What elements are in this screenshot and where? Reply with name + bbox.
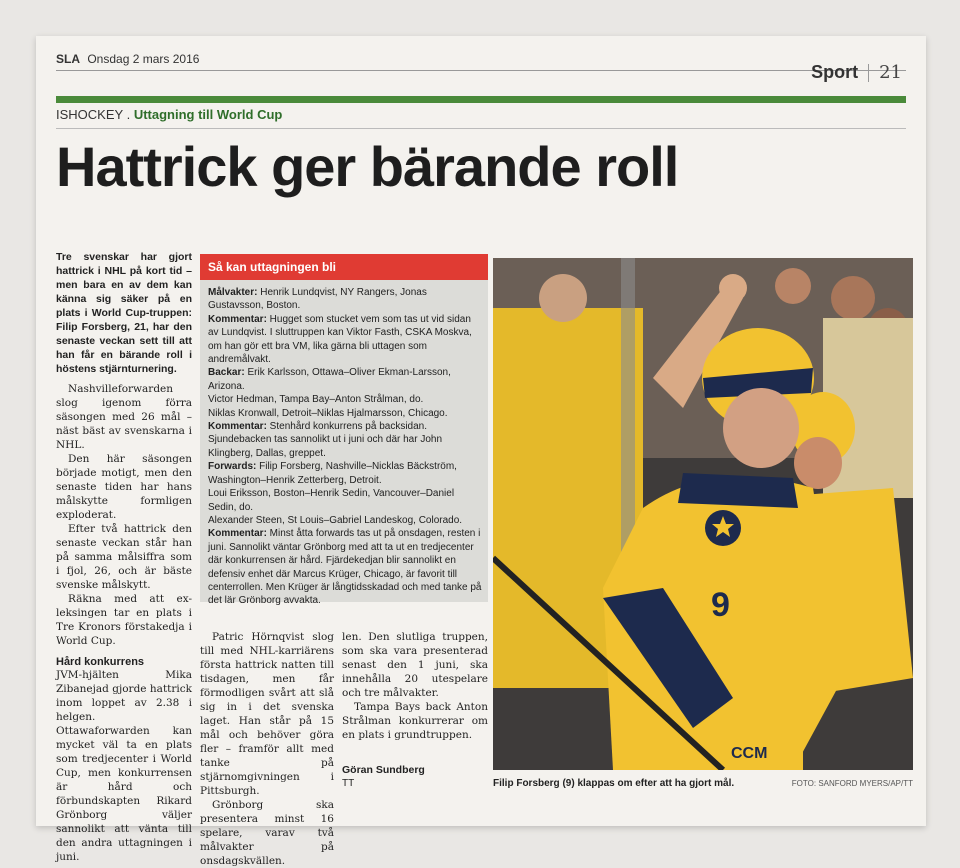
factbox-text: Victor Hedman, Tampa Bay–Anton Strålman, do. [208,394,424,406]
header-divider [868,64,869,82]
glove-brand: CCM [731,745,768,762]
byline-name: Göran Sundberg [342,764,425,776]
factbox-text: Alexander Steen, St Louis–Gabriel Landeskog, Colorado. [208,514,463,526]
issue-date: Onsdag 2 mars 2016 [87,52,200,66]
kicker-topic: ISHOCKEY [56,107,123,122]
factbox-body [200,280,488,608]
factbox-label: Kommentar: [208,528,267,540]
body-paragraph: Patric Hörnqvist slog till med NHL-karriärens första hattrick natten till tisdagen, men får förmodligen svårt att slå sig in i det svenska laget. Han står på 15 mål och behöver göra fler – framför allt med tanke på stjärnomgivningen i Pittsburgh. [200,631,334,797]
photo-illustration [493,258,913,770]
section-name: Sport [811,62,859,82]
article-column-2 [200,630,334,868]
article-column-3 [342,630,488,742]
article-column-1 [56,250,192,864]
body-paragraph: Räkna med att ex-leksingen tar en plats i Tre Kronors förstakedja i World Cup. [56,593,192,647]
headline: Hattrick ger bärande roll [56,135,679,198]
page-header-left [56,52,199,66]
page-number: 21 [879,62,902,83]
body-paragraph: Nashvilleforwarden slog igenom förra säsongen med 26 mål – näst bäst av svenskarna i NHL. [56,383,192,451]
body-paragraph: len. Den slutliga truppen, som ska vara presenterad senast den 1 juni, ska innehålla 20 utespelare och tre målvakter. [342,631,488,699]
body-paragraph: Grönborg ska presentera minst 16 spelare, varav två målvakter på onsdagskvällen. [200,799,334,867]
factbox-line [208,514,482,527]
factbox-label: Kommentar: [208,313,267,325]
factbox-label: Backar: [208,367,245,379]
kicker-dot: . [126,107,131,122]
factbox-line [208,407,482,420]
kicker-rule [56,128,906,129]
body-paragraph: Tampa Bays back Anton Strålman konkurrerar om en plats i grundtruppen. [342,701,488,741]
factbox-label: Kommentar: [208,421,267,433]
jersey-number: 9 [711,586,730,624]
paper-name: SLA [56,52,80,66]
body-paragraph: JVM-hjälten Mika Zibanejad gjorde hattrick inom loppet av 2.38 i helgen. Ottawaforwarden kan mycket väl ta en plats som tredjecenter i World Cup, men konkurrensen är hård och förbundskapten Rikard Grönborg väljer sannolikt att vänta till den andra uttagningen i juni. [56,669,192,863]
factbox-line [208,487,482,514]
factbox-line [208,527,482,607]
factbox-line [208,460,482,487]
factbox-line [208,286,482,313]
factbox-line [208,366,482,393]
factbox-text: Niklas Kronwall, Detroit–Niklas Hjalmarsson, Chicago. [208,407,448,419]
kicker-title: Uttagning till World Cup [133,107,283,122]
factbox-title: Så kan uttagningen bli [200,254,488,280]
factbox-label: Målvakter: [208,287,258,298]
photo-caption [493,778,913,789]
section-color-bar [56,96,906,103]
factbox-line [208,393,482,406]
byline-agency: TT [342,778,355,789]
factbox-text: Erik Karlsson, Ottawa–Oliver Ekman-Larsson, Arizona. [208,367,451,392]
factbox-text: Henrik Lundqvist, NY Rangers, Jonas Gustavsson, Boston. [208,287,427,312]
body-paragraph: Den här säsongen började motigt, men den senaste tiden har hans målskytte formligen exploderat. [56,453,192,521]
factbox-text: Filip Forsberg, Nashville–Nicklas Bäckström, Washington–Henrik Zetterberg, Detroit. [208,461,457,486]
newspaper-page [36,36,926,867]
factbox-text: Stenhård konkurrens på backsidan. Sjundebacken tas sannolikt ut i juni och där har John Klingberg, Dallas, greppet. [208,421,443,459]
factbox-line [208,313,482,367]
page-header-right [811,62,902,83]
factbox-line [208,420,482,460]
subheading: Hård konkurrens [56,656,145,668]
factbox-text: Loui Eriksson, Boston–Henrik Sedin, Vancouver–Daniel Sedin, do. [208,488,455,513]
body-paragraph: Efter två hattrick den senaste veckan står han på samma målsiffra som i fjol, 26, och är bäste svenske målskytt. [56,523,192,591]
header-rule [56,70,906,71]
factbox-text: Minst åtta forwards tas ut på onsdagen, resten i juni. Sannolikt väntar Grönborg med att ta ut en tredjecenter där konkurrensen är hård. Fjärdekedjan blir sannolikt en defensiv enhet där Marcus Krüger, Chicago, är favorit till centerrollen. Men Krüger är långtidsskadad och med tanke på det lär Grönborg avvakta. [208,528,482,607]
ingress: Tre svenskar har gjort hattrick i NHL på kort tid – men bara en av dem kan känna sig säker på en plats i World Cup-truppen: Filip Forsberg, 21, har den senaste veckan sett till att han får en bärande roll i höstens stjärnturnering. [56,251,192,375]
kicker [56,107,282,122]
photo-credit: FOTO: SANFORD MYERS/AP/TT [791,779,913,788]
factbox [200,254,488,607]
factbox-text: Hugget som stucket vem som tas ut vid sidan av Lundqvist. I sluttruppen kan Viktor Fasth, CSKA Moskva, om han gör ett bra VM, lika gärna bli uttagen som andremålvakt. [208,313,472,366]
hockey-photo [493,258,913,770]
factbox-label: Forwards: [208,461,257,473]
caption-text: Filip Forsberg (9) klappas om efter att ha gjort mål. [493,778,735,789]
